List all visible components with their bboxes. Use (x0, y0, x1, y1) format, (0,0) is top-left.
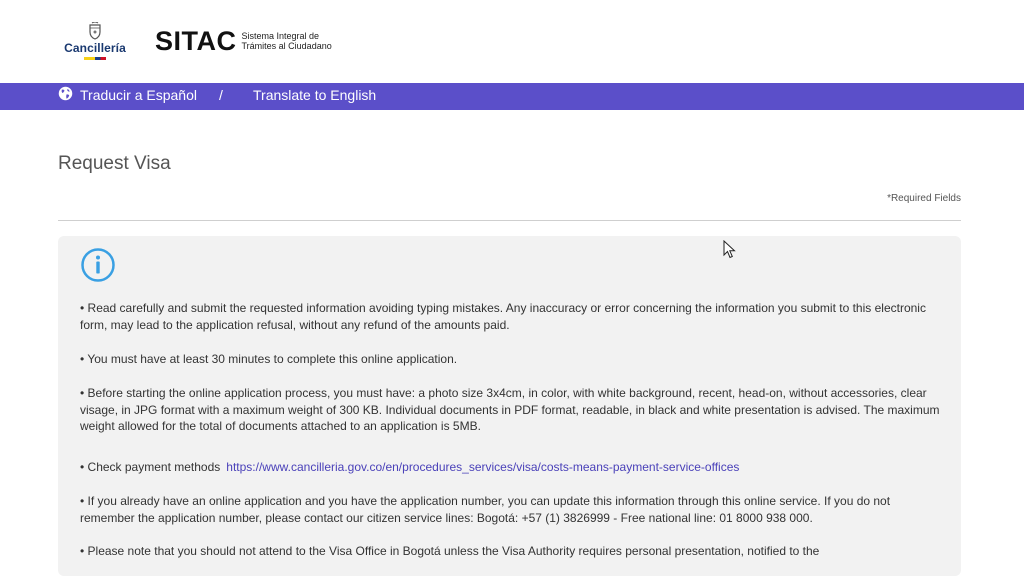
payment-text: • Check payment methods (80, 460, 221, 474)
info-panel (58, 236, 961, 576)
translate-bar (0, 83, 1024, 110)
globe-icon (58, 86, 73, 101)
mouse-cursor-icon (723, 240, 737, 260)
sitac-subtitle-line2: Trámites al Ciudadano (241, 41, 332, 51)
sitac-wordmark: SITAC (155, 26, 237, 56)
info-paragraph-time: • You must have at least 30 minutes to complete this online application. (80, 352, 458, 366)
sitac-logo[interactable] (155, 27, 332, 55)
cancilleria-logo[interactable] (62, 22, 128, 60)
cancilleria-label: Cancillería (64, 41, 126, 55)
required-fields-note: *Required Fields (887, 193, 961, 204)
translate-spanish-link[interactable]: Traducir a Español (80, 87, 197, 103)
coat-of-arms-icon (87, 22, 103, 40)
info-paragraph-payment (80, 459, 940, 476)
translate-english-link[interactable]: Translate to English (253, 87, 377, 103)
site-header (0, 0, 1024, 83)
info-paragraph-update: • If you already have an online application and you have the application number, you can update this information through this online service. If you do not remember the application number, please contact our citizen service lines: Bogotá: +57 (1) 3826999 - Free national line: 01 8000 938 000. (80, 494, 891, 525)
page-title: Request Visa (58, 153, 171, 174)
info-paragraph-requirements: • Before starting the online application process, you must have: a photo size 3x4cm, in color, with white background, recent, head-on, without accessories, clear visage, in JPG format with a maximum weight of 300 KB. Individual documents in PDF format, readable, in black and white presentation is advised. The maximum weight allowed for the total of documents attached to an application is 5MB. (80, 386, 940, 433)
payment-methods-link[interactable]: https://www.cancilleria.gov.co/en/procedures_services/visa/costs-means-payment-service-offices (226, 460, 740, 474)
info-paragraph-accuracy: • Read carefully and submit the requested information avoiding typing mistakes. Any inaccuracy or error concerning the information you submit to this electronic form, may lead to the application refusal, without any refund of the amounts paid. (80, 301, 926, 332)
nav-separator: / (219, 87, 223, 103)
sitac-subtitle-line1: Sistema Integral de (241, 31, 320, 41)
divider (58, 220, 961, 221)
flag-stripe (84, 57, 106, 60)
info-paragraph-visa-office: • Please note that you should not attend to the Visa Office in Bogotá unless the Visa Authority requires personal presentation, notified to the (80, 544, 820, 558)
info-icon (80, 247, 116, 283)
sitac-subtitle (242, 31, 332, 51)
